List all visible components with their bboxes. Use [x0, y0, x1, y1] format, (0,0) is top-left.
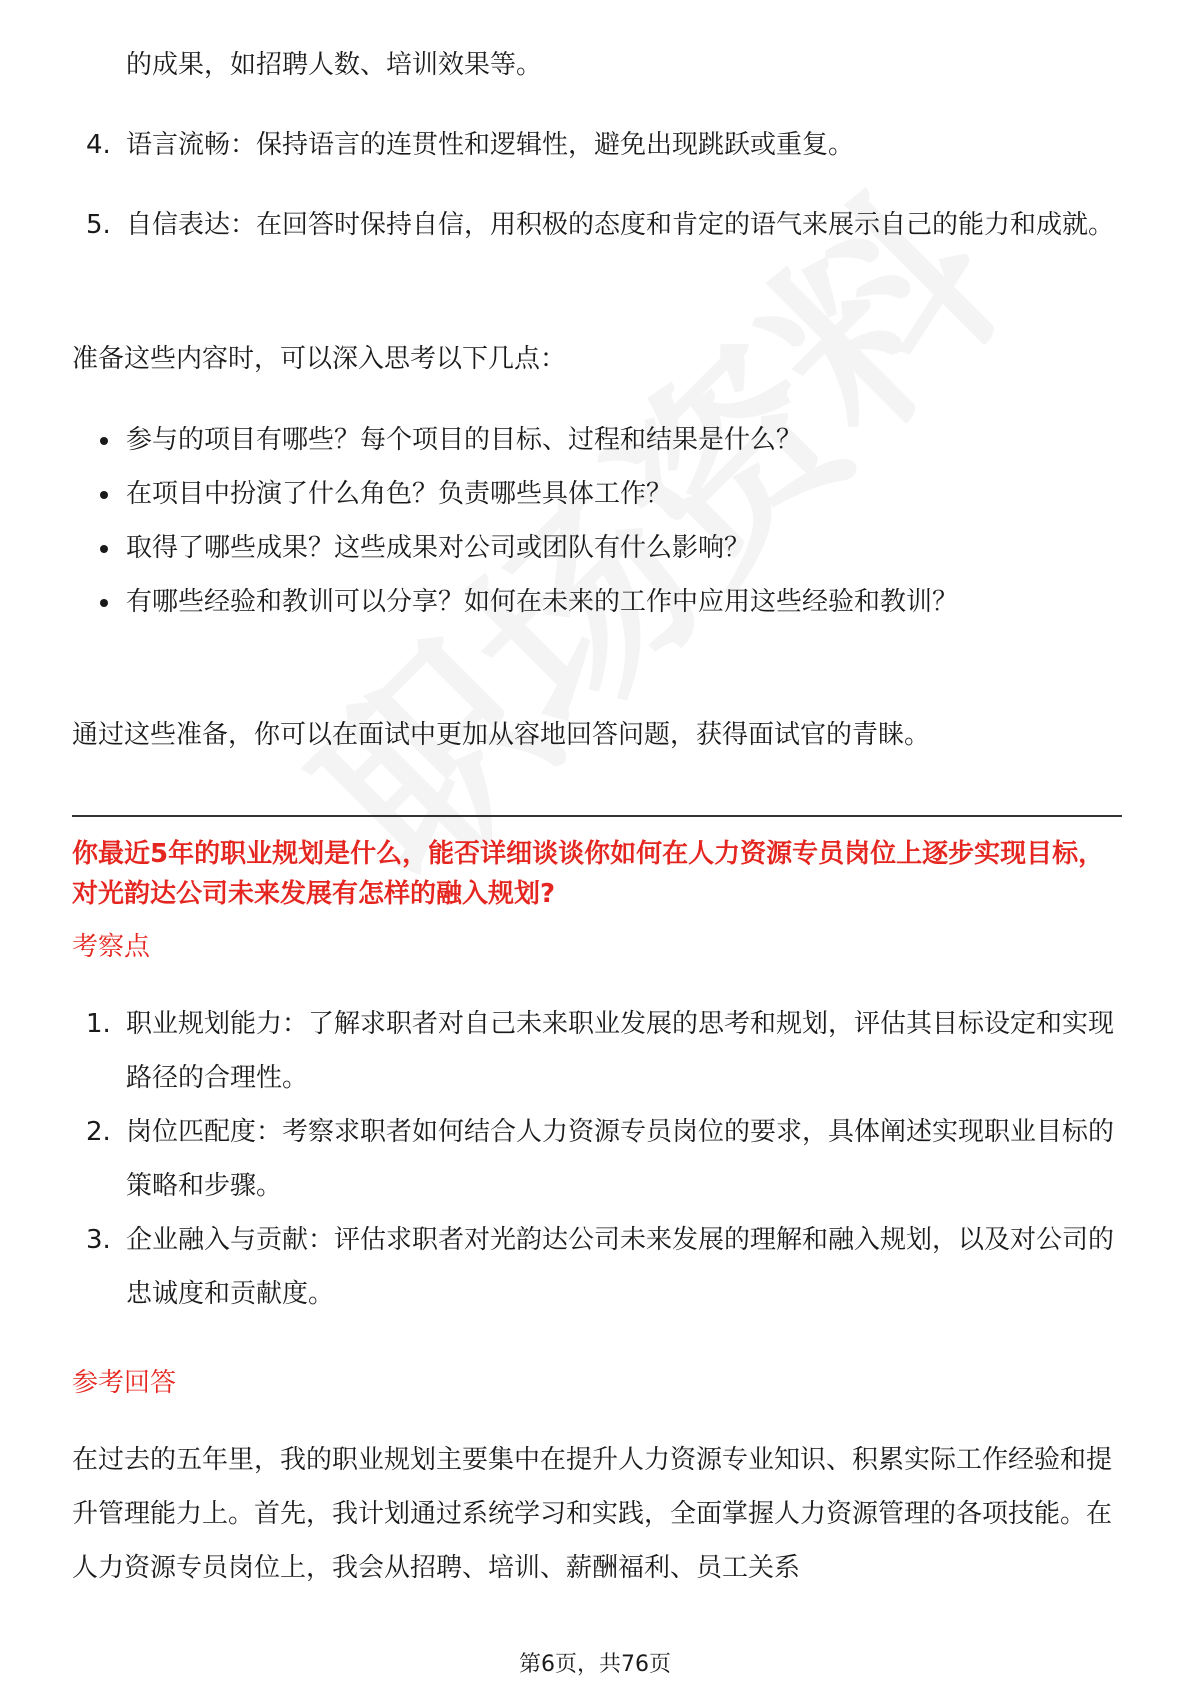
document-page: [72, 0, 1122, 1684]
bullet-dot: [100, 545, 108, 553]
interview-question: 你最近5年的职业规划是什么，能否详细谈谈你如何在人力资源专员岗位上逐步实现目标，对光韵达公司未来发展有怎样的融入规划?: [72, 839, 1105, 909]
list-text: 自信表达：在回答时保持自信，用积极的态度和肯定的语气来展示自己的能力和成就。: [126, 210, 1115, 240]
tips-list: [72, 118, 1122, 252]
list-text: 职业规划能力：了解求职者对自己未来职业发展的思考和规划，评估其目标设定和实现路径的合理性。: [126, 1009, 1115, 1093]
bullet-item: [72, 413, 1122, 467]
bullet-text: 取得了哪些成果？这些成果对公司或团队有什么影响？: [126, 533, 751, 563]
prep-intro: 准备这些内容时，可以深入思考以下几点：: [72, 344, 567, 374]
list-text: 岗位匹配度：考察求职者如何结合人力资源专员岗位的要求，具体阐述实现职业目标的策略和步骤。: [126, 1117, 1115, 1201]
list-number: 1.: [86, 1009, 111, 1039]
bullet-item: [72, 575, 1122, 629]
bullet-dot: [100, 599, 108, 607]
list-item: [72, 1213, 1122, 1321]
list-number: 2.: [86, 1117, 111, 1147]
list-number: 4.: [86, 130, 111, 160]
page-footer: 第6页，共76页: [519, 1652, 671, 1677]
bullet-dot: [100, 491, 108, 499]
list-item: [72, 997, 1122, 1105]
bullet-item: [72, 467, 1122, 521]
list-item: [72, 198, 1122, 252]
list-item: [72, 1105, 1122, 1213]
bullet-text: 在项目中扮演了什么角色？负责哪些具体工作？: [126, 479, 673, 509]
bullet-text: 参与的项目有哪些？每个项目的目标、过程和结果是什么？: [126, 425, 803, 455]
bullet-dot: [100, 437, 108, 445]
kaocha-list: [72, 997, 1122, 1321]
list-number: 3.: [86, 1225, 111, 1255]
section-heading-answer: 参考回答: [72, 1368, 177, 1398]
continuation-text: 的成果，如招聘人数、培训效果等。: [126, 50, 543, 80]
bullet-item: [72, 521, 1122, 575]
list-number: 5.: [86, 210, 111, 240]
section-heading-kaocha: 考察点: [72, 932, 151, 962]
prep-bullets: [72, 413, 1122, 629]
list-item: [72, 118, 1122, 172]
section-divider: [72, 815, 1122, 817]
list-text: 语言流畅：保持语言的连贯性和逻辑性，避免出现跳跃或重复。: [126, 130, 855, 160]
list-text: 企业融入与贡献：评估求职者对光韵达公司未来发展的理解和融入规划，以及对公司的忠诚度和贡献度。: [126, 1225, 1115, 1309]
answer-text: 在过去的五年里，我的职业规划主要集中在提升人力资源专业知识、积累实际工作经验和提升管理能力上。首先，我计划通过系统学习和实践，全面掌握人力资源管理的各项技能。在人力资源专员岗位上，我会从招聘、培训、薪酬福利、员工关系: [72, 1445, 1113, 1583]
conclusion-text: 通过这些准备，你可以在面试中更加从容地回答问题，获得面试官的青睐。: [72, 720, 931, 750]
bullet-text: 有哪些经验和教训可以分享？如何在未来的工作中应用这些经验和教训？: [126, 587, 959, 617]
